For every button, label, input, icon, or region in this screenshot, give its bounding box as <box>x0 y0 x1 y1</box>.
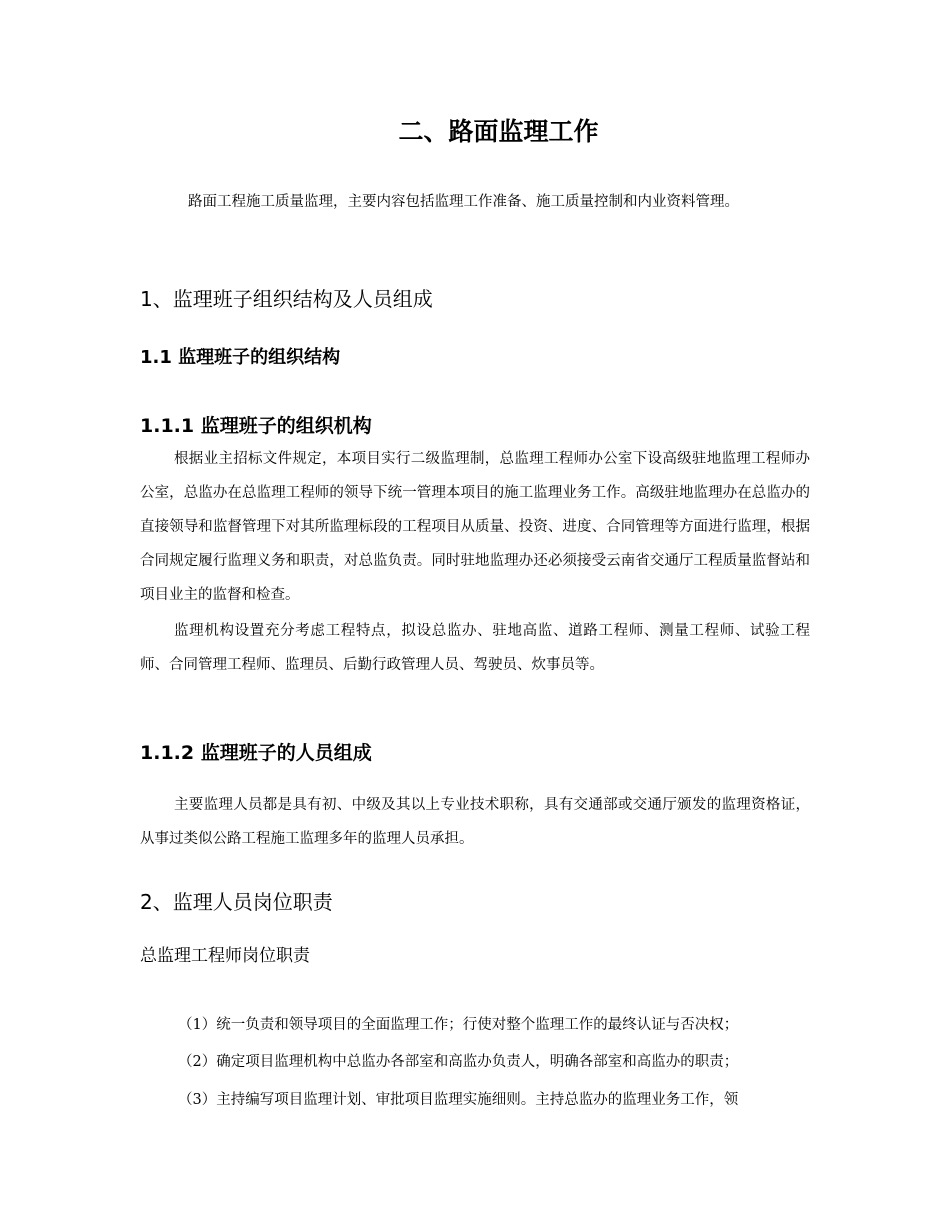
staff-paragraph: 主要监理人员都是具有初、中级及其以上专业技术职称，具有交通部或交通厅颁发的监理资格证，从事过类似公路工程施工监理多年的监理人员承担。 <box>140 797 810 847</box>
document-title: 二、路面监理工作 <box>398 117 599 146</box>
section-1-1-2-heading: 1.1.2 监理班子的人员组成 <box>140 742 372 764</box>
section-2-heading: 2、监理人员岗位职责 <box>140 890 333 914</box>
intro-paragraph: 路面工程施工质量监理，主要内容包括监理工作准备、施工质量控制和内业资料管理。 <box>188 194 739 210</box>
section-2-subheading: 总监理工程师岗位职责 <box>140 946 310 966</box>
org-paragraph-2: 监理机构设置充分考虑工程特点，拟设总监办、驻地高监、道路工程师、测量工程师、试验工程师、合同管理工程师、监理员、后勤行政管理人员、驾驶员、炊事员等。 <box>140 623 810 673</box>
duty-item: （3）主持编写项目监理计划、审批项目监理实施细则。主持总监办的监理业务工作，领 <box>178 1092 739 1108</box>
section-1-1-heading: 1.1 监理班子的组织结构 <box>140 347 341 368</box>
duty-item: （1）统一负责和领导项目的全面监理工作；行使对整个监理工作的最终认证与否决权； <box>178 1017 739 1033</box>
section-1-1-1-heading: 1.1.1 监理班子的组织机构 <box>140 415 372 437</box>
duty-item: （2）确定项目监理机构中总监办各部室和高监办负责人，明确各部室和高监办的职责； <box>178 1054 739 1070</box>
section-1-heading: 1、监理班子组织结构及人员组成 <box>140 287 433 311</box>
org-paragraph-1: 根据业主招标文件规定，本项目实行二级监理制，总监理工程师办公室下设高级驻地监理工程师办公室，总监办在总监理工程师的领导下统一管理本项目的施工监理业务工作。高级驻地监理办在总监办的直接领导和监督管理下对其所监理标段的工程项目从质量、投资、进度、合同管理等方面进行监理，根据合同规定履行监理义务和职责，对总监负责。同时驻地监理办还必须接受云南省交通厅工程质量监督站和项目业主的监督和检查。 <box>140 451 810 603</box>
